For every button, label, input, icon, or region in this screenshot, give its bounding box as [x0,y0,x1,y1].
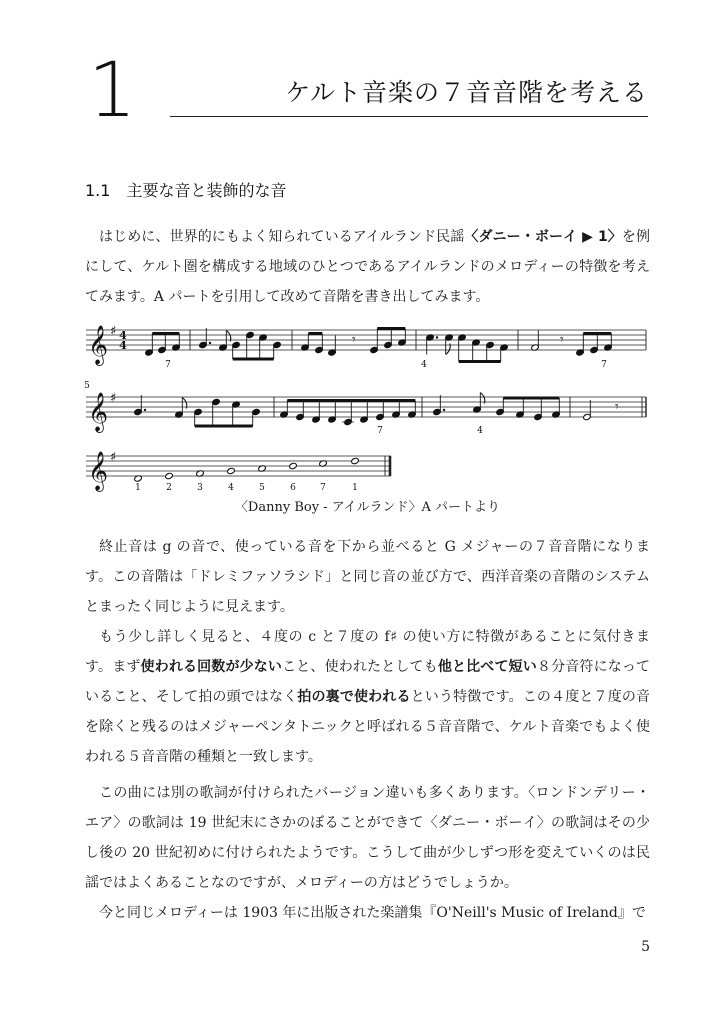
score-system-3 [86,450,391,493]
augmentation-dot [436,336,438,338]
scale-degree-label: 5 [259,483,265,493]
emphasis-shorter: 他と比べて短い [437,659,537,675]
score-system-1 [86,324,646,370]
music-score [80,318,655,498]
treble-clef: 𝄞 [88,325,109,365]
note-head [289,462,298,469]
details-text-e: という特徴です。この４度と７度の音を除くと残るのはメジャーペンタトニックと呼ばれる５音音階で、ケルト音楽でもよく使われる５音音階の種類と一致します。 [85,689,651,765]
treble-clef: 𝄞 [88,451,109,491]
augmentation-dot [144,409,146,411]
paragraph-lyrics: この曲には別の歌詞が付けられたバージョン違いも多くあります。〈ロンドンデリー・エア〉の歌詞は 19 世紀末にさかのぼることができて〈ダニー・ボーイ〉の歌詞はその少し後の 20 世紀初めに付けられたようです。こうして曲が少しずつ形を変えていくのは民謡ではよくあることなのですが、メロディーの方はどうでしょうか。 [85,785,650,891]
section-number: 1.1 [85,181,111,200]
details-text-d: ８分音符になっていること、そして拍の頭ではなく [85,659,651,705]
scale-degree-label: 3 [197,483,203,493]
scale-degree-label: 1 [352,483,358,493]
body-text [85,532,650,772]
fingering-7: 7 [377,426,383,436]
song-title-reference: 〈ダニー・ボーイ ▶ 1〉 [464,229,622,245]
page-number: 5 [641,939,650,955]
note-head [165,472,174,479]
intro-paragraph [85,222,650,312]
emphasis-offbeat: 拍の裏で使われる [297,689,411,705]
eighth-rest: 𝄾 [615,399,619,415]
score-system-2 [84,381,646,436]
key-signature-sharp: ♯ [110,324,117,339]
paragraph-cadence: 終止音は g の音で、使っている音を下から並べると G メジャーの７音音階になります。この音階は「ドレミファソラシド」と同じ音の並び方で、西洋音楽の音階のシステムとまったく同じように見えます。 [85,539,650,615]
eighth-rest: 𝄾 [352,332,356,348]
section-title: 主要な音と装飾的な音 [126,181,287,200]
intro-text [85,222,650,312]
score-caption: 〈Danny Boy - アイルランド〉A パートより [234,500,501,515]
time-signature-top: 4 [119,329,127,342]
key-signature-sharp: ♯ [110,391,117,406]
note-head [351,457,360,464]
intro-text-a: はじめに、世界的にもよく知られているアイルランド民謡 [99,229,465,245]
scale-degree-label: 6 [290,483,296,493]
time-signature-bottom: 4 [119,339,127,352]
augmentation-dot [443,409,445,411]
key-signature-sharp: ♯ [110,450,117,465]
section-heading [85,181,286,201]
eighth-rest: 𝄾 [560,332,564,348]
intro-text-b: を例にして、ケルト圏を構成する地域のひとつであるアイルランドのメロディーの特徴を考えてみます。A パートを引用して改めて音階を書き出してみます。 [85,229,651,305]
fingering-7: 7 [165,360,171,370]
measure-number: 5 [84,381,90,391]
fingering-4: 4 [477,426,483,436]
chapter-title: ケルト音楽の７音音階を考える [285,78,648,107]
paragraph-oneill: 今と同じメロディーは 1903 年に出版された楽譜集『O'Neill's Music of Ireland』で [99,905,646,921]
scale-degree-label: 7 [320,483,326,493]
chapter-rule [170,116,648,117]
fingering-4: 4 [421,360,427,370]
details-text-a: もう少し詳しく見ると、４度の c と７度の f♯ の使い方に特徴があることに気付きます。まず [85,629,650,675]
scale-degree-label: 4 [228,483,234,493]
scale-degree-label: 2 [166,483,172,493]
emphasis-few-uses: 使われる回数が少ない [140,659,283,675]
paragraph-details [85,622,650,772]
note-head [227,467,236,474]
scale-degree-label: 1 [135,483,141,493]
body-text-2 [85,778,650,928]
details-text-c: こと、使われたとしても [282,659,438,675]
treble-clef: 𝄞 [88,392,109,432]
chapter-number: 1 [88,45,137,134]
fingering-7: 7 [601,360,607,370]
augmentation-dot [209,342,211,344]
